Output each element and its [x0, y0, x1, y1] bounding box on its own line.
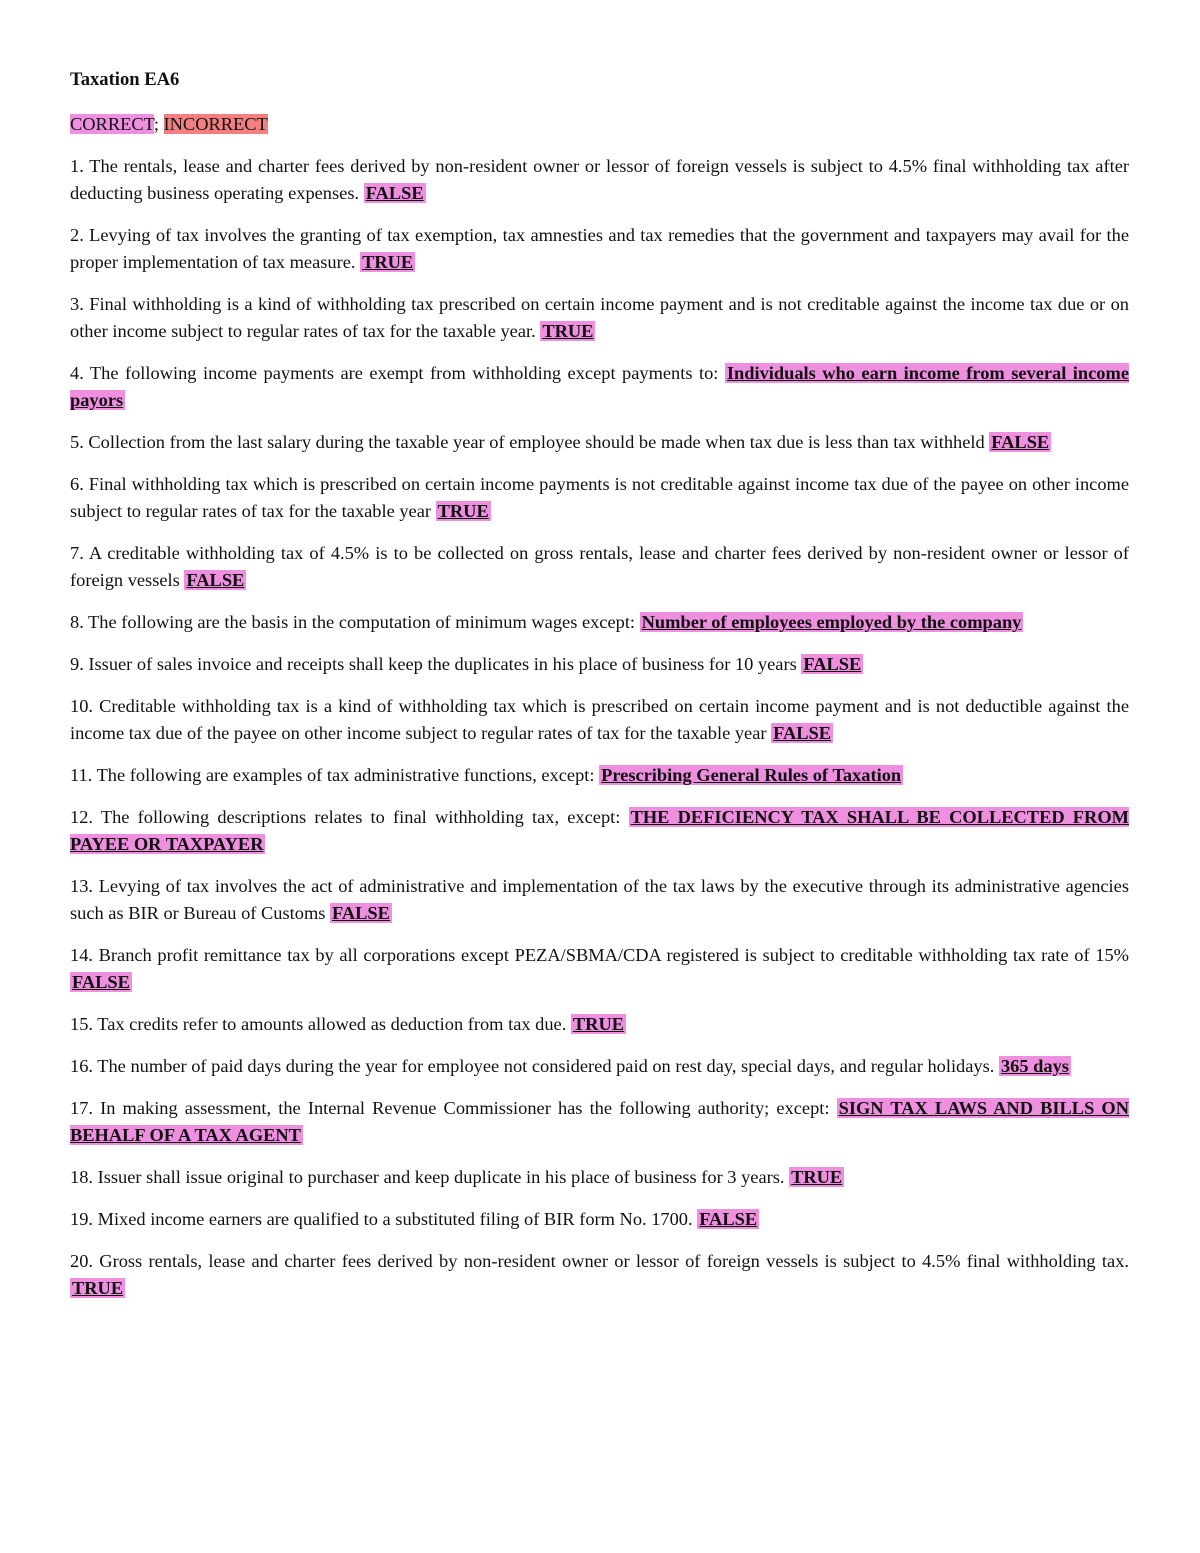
question-answer: THE DEFICIENCY TAX SHALL BE COLLECTED FROM PAYEE OR TAXPAYER [70, 807, 1129, 854]
question-text: 20. Gross rentals, lease and charter fees derived by non-resident owner or lessor of foreign vessels is subject to 4.5% final withholding tax. [70, 1251, 1129, 1271]
question-text: 8. The following are the basis in the computation of minimum wages except: [70, 612, 640, 632]
question-text: 1. The rentals, lease and charter fees derived by non-resident owner or lessor of foreign vessels is subject to 4.5% final withholding tax after deducting business operating expenses. [70, 156, 1129, 203]
question-answer: TRUE [542, 321, 594, 341]
question-answer: Number of employees employed by the company [641, 612, 1022, 632]
question-answer: Prescribing General Rules of Taxation [601, 765, 902, 785]
question-item [70, 540, 1129, 594]
question-item [70, 222, 1129, 276]
question-item [70, 1011, 1129, 1038]
question-answer: FALSE [991, 432, 1050, 452]
question-answer: FALSE [699, 1209, 758, 1229]
question-answer: FALSE [773, 723, 832, 743]
question-item [70, 651, 1129, 678]
question-text: 18. Issuer shall issue original to purchaser and keep duplicate in his place of business for 3 years. [70, 1167, 790, 1187]
question-text: 19. Mixed income earners are qualified to a substituted filing of BIR form No. 1700. [70, 1209, 698, 1229]
question-item [70, 1053, 1129, 1080]
question-item [70, 429, 1129, 456]
question-text: 17. In making assessment, the Internal Revenue Commissioner has the following authority; except: [70, 1098, 837, 1118]
legend-correct: CORRECT [70, 114, 154, 134]
question-text: 14. Branch profit remittance tax by all corporations except PEZA/SBMA/CDA registered is subject to creditable withholding tax rate of 15% [70, 945, 1129, 965]
question-answer: FALSE [332, 903, 390, 923]
question-text: 7. A creditable withholding tax of 4.5% is to be collected on gross rentals, lease and charter fees derived by non-resident owner or lessor of foreign vessels [70, 543, 1129, 590]
answer-legend [70, 111, 1129, 138]
question-text: 11. The following are examples of tax administrative functions, except: [70, 765, 600, 785]
question-answer: FALSE [72, 972, 130, 992]
question-answer: FALSE [365, 183, 424, 203]
question-text: 13. Levying of tax involves the act of administrative and implementation of the tax laws by the executive through its administrative agencies such as BIR or Bureau of Customs [70, 876, 1129, 923]
question-text: 6. Final withholding tax which is prescribed on certain income payments is not creditable against income tax due of the payee on other income subject to regular rates of tax for the taxable year [70, 474, 1129, 521]
question-item [70, 693, 1129, 747]
question-text: 5. Collection from the last salary during the taxable year of employee should be made when tax due is less than tax withheld [70, 432, 990, 452]
question-item [70, 291, 1129, 345]
question-answer: FALSE [186, 570, 245, 590]
legend-incorrect: INCORRECT [163, 114, 268, 134]
question-text: 12. The following descriptions relates to final withholding tax, except: [70, 807, 629, 827]
question-answer: 365 days [1000, 1056, 1069, 1076]
question-item [70, 942, 1129, 996]
question-text: 3. Final withholding is a kind of withholding tax prescribed on certain income payment and is not creditable against the income tax due or on other income subject to regular rates of tax for the taxable year. [70, 294, 1129, 341]
question-answer: FALSE [803, 654, 862, 674]
question-item [70, 1248, 1129, 1302]
question-answer: TRUE [437, 501, 489, 521]
question-answer: Individuals who earn income from several income payors [70, 363, 1129, 410]
question-text: 9. Issuer of sales invoice and receipts shall keep the duplicates in his place of business for 10 years [70, 654, 802, 674]
question-text: 16. The number of paid days during the year for employee not considered paid on rest day, special days, and regular holidays. [70, 1056, 999, 1076]
question-item [70, 360, 1129, 414]
question-item [70, 1164, 1129, 1191]
question-item [70, 804, 1129, 858]
document-page [70, 66, 1129, 1317]
question-text: 15. Tax credits refer to amounts allowed as deduction from tax due. [70, 1014, 571, 1034]
question-item [70, 153, 1129, 207]
question-answer: TRUE [362, 252, 414, 272]
question-item [70, 609, 1129, 636]
question-text: 4. The following income payments are exempt from withholding except payments to: [70, 363, 725, 383]
question-text: 2. Levying of tax involves the granting of tax exemption, tax amnesties and tax remedies that the government and taxpayers may avail for the proper implementation of tax measure. [70, 225, 1129, 272]
question-item [70, 762, 1129, 789]
question-item [70, 1206, 1129, 1233]
question-answer: SIGN TAX LAWS AND BILLS ON BEHALF OF A TAX AGENT [70, 1098, 1129, 1145]
document-title: Taxation EA6 [70, 69, 180, 90]
question-answer: TRUE [572, 1014, 625, 1034]
legend-separator: ; [153, 114, 164, 134]
question-item [70, 471, 1129, 525]
question-item [70, 1095, 1129, 1149]
question-text: 10. Creditable withholding tax is a kind of withholding tax which is prescribed on certain income payment and is not deductible against the income tax due of the payee on other income subject to regular rates of tax for the taxable year [70, 696, 1129, 743]
question-answer: TRUE [791, 1167, 843, 1187]
question-item [70, 873, 1129, 927]
question-answer: TRUE [72, 1278, 124, 1298]
